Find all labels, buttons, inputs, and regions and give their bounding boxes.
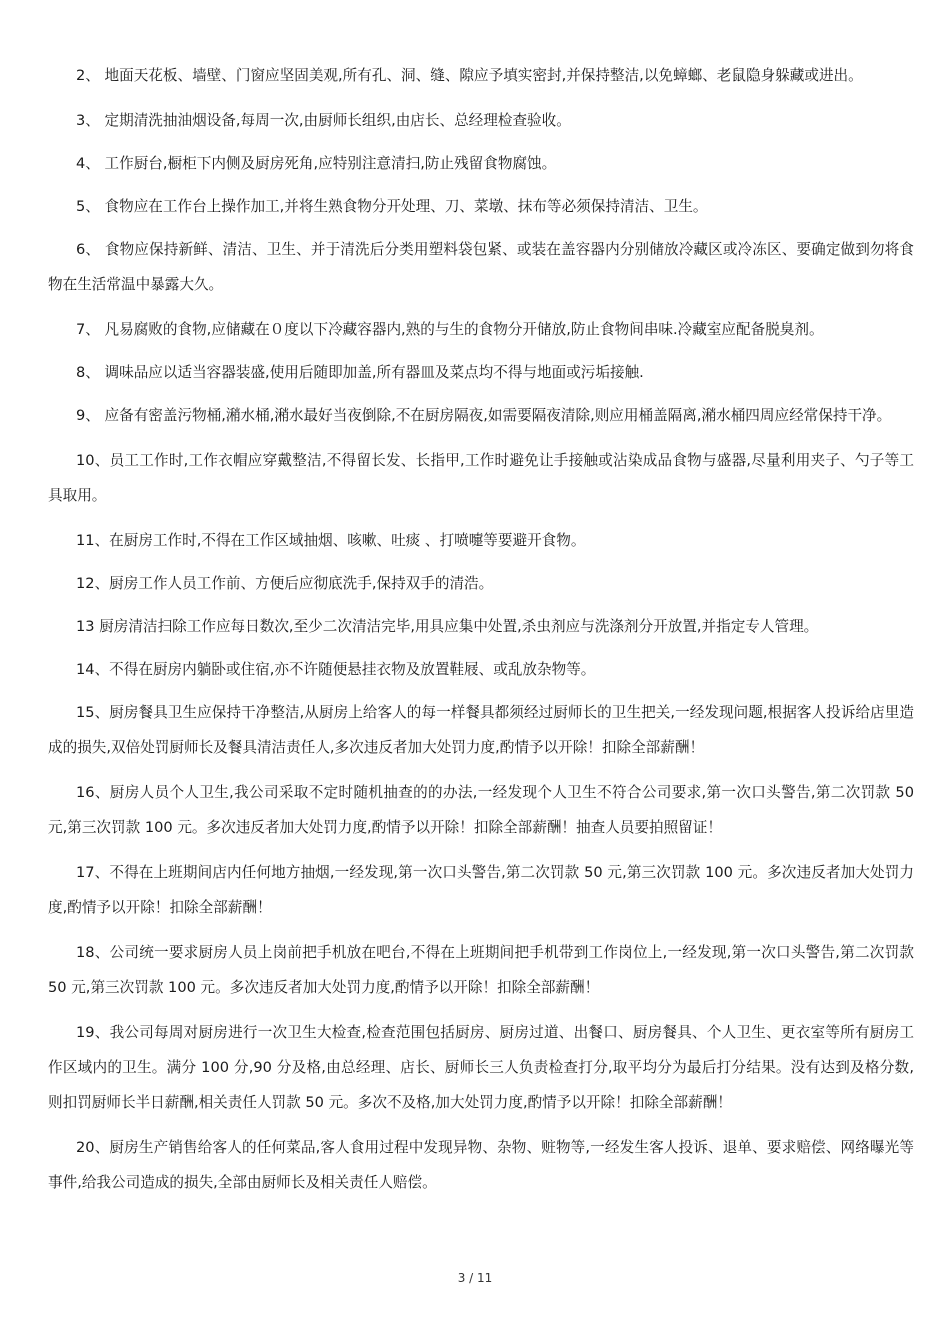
paragraph-14: 14、不得在厨房内躺卧或住宿,亦不许随便悬挂衣物及放置鞋屐、或乱放杂物等。 <box>76 661 596 678</box>
paragraph-6: 6、 食物应保持新鲜、清洁、卫生、并于清洗后分类用塑料袋包紧、或装在盖容器内分别储放冷藏区或冷冻区、要确定做到勿将食物在生活常温中暴露大久。 <box>48 241 914 293</box>
paragraph-13: 13 厨房清洁扫除工作应每日数次,至少二次清洁完毕,用具应集中处置,杀虫剂应与洗涤剂分开放置,并指定专人管理。 <box>76 618 819 635</box>
paragraph-9: 9、 应备有密盖污物桶,潲水桶,潲水最好当夜倒除,不在厨房隔夜,如需要隔夜清除,则应用桶盖隔离,潲水桶四周应经常保持干净。 <box>76 407 892 424</box>
paragraph-17: 17、不得在上班期间店内任何地方抽烟,一经发现,第一次口头警告,第二次罚款 50 元,第三次罚款 100 元。多次违反者加大处罚力度,酌情予以开除！扣除全部薪酬！ <box>48 864 914 916</box>
paragraph-11: 11、在厨房工作时,不得在工作区域抽烟、咳嗽、吐痰 、打喷嚏等要避开食物。 <box>76 532 586 549</box>
paragraph-2: 2、 地面天花板、墙壁、门窗应坚固美观,所有孔、洞、缝、隙应予填实密封,并保持整洁,以免蟑螂、老鼠隐身躲藏或进出。 <box>76 67 863 84</box>
paragraph-8: 8、 调味品应以适当容器装盛,使用后随即加盖,所有器皿及菜点均不得与地面或污垢接触. <box>76 364 644 381</box>
document-body <box>48 58 914 1210</box>
paragraph-20: 20、厨房生产销售给客人的任何菜品,客人食用过程中发现异物、杂物、赃物等,一经发生客人投诉、退单、要求赔偿、网络曝光等事件,给我公司造成的损失,全部由厨师长及相关责任人赔偿。 <box>48 1139 914 1191</box>
paragraph-19: 19、我公司每周对厨房进行一次卫生大检查,检查范围包括厨房、厨房过道、出餐口、厨房餐具、个人卫生、更衣室等所有厨房工作区域内的卫生。满分 100 分,90 分及格,由总经理、店长、厨师长三人负责检查打分,取平均分为最后打分结果。没有达到及格分数,则扣罚厨师长半日薪酬,相关责任人罚款 50 元。多次不及格,加大处罚力度,酌情予以开除！扣除全部薪酬！ <box>48 1024 914 1111</box>
paragraph-4: 4、 工作厨台,橱柜下内侧及厨房死角,应特别注意清扫,防止残留食物腐蚀。 <box>76 155 557 172</box>
paragraph-10: 10、员工工作时,工作衣帽应穿戴整洁,不得留长发、长指甲,工作时避免让手接触或沾染成品食物与盛器,尽量利用夹子、勺子等工具取用。 <box>48 452 914 504</box>
paragraph-16: 16、厨房人员个人卫生,我公司采取不定时随机抽查的的办法,一经发现个人卫生不符合公司要求,第一次口头警告,第二次罚款 50 元,第三次罚款 100 元。多次违反者加大处罚力度,酌情予以开除！扣除全部薪酬！抽查人员要拍照留证！ <box>48 784 914 836</box>
paragraph-18: 18、公司统一要求厨房人员上岗前把手机放在吧台,不得在上班期间把手机带到工作岗位上,一经发现,第一次口头警告,第二次罚款 50 元,第三次罚款 100 元。多次违反者加大处罚力度,酌情予以开除！扣除全部薪酬！ <box>48 944 914 996</box>
page-number: 3 / 11 <box>457 1271 493 1285</box>
paragraph-5: 5、 食物应在工作台上操作加工,并将生熟食物分开处理、刀、菜墩、抹布等必须保持清洁、卫生。 <box>76 198 708 215</box>
paragraph-12: 12、厨房工作人员工作前、方便后应彻底洗手,保持双手的清浩。 <box>76 575 494 592</box>
paragraph-7: 7、 凡易腐败的食物,应储藏在０度以下冷藏容器内,熟的与生的食物分开储放,防止食物间串味.冷藏室应配备脱臭剂。 <box>76 321 824 338</box>
paragraph-15: 15、厨房餐具卫生应保持干净整洁,从厨房上给客人的每一样餐具都须经过厨师长的卫生把关,一经发现问题,根据客人投诉给店里造成的损失,双倍处罚厨师长及餐具清洁责任人,多次违反者加大处罚力度,酌情予以开除！扣除全部薪酬！ <box>48 704 914 756</box>
paragraph-3: 3、 定期清洗抽油烟设备,每周一次,由厨师长组织,由店长、总经理检查验收。 <box>76 112 571 129</box>
